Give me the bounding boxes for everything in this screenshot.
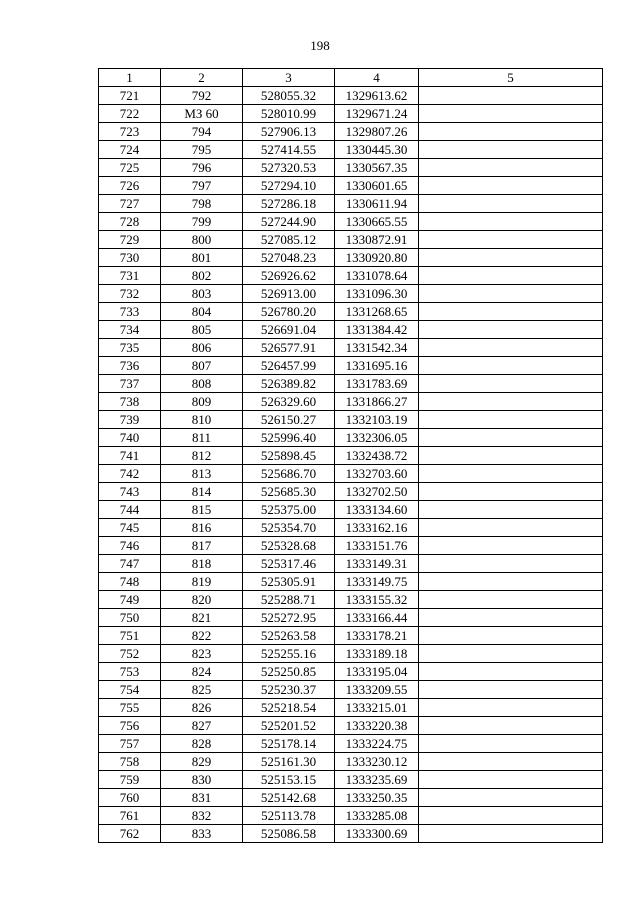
table-row xyxy=(99,825,603,843)
column-header: 2 xyxy=(161,69,243,87)
y-coordinate-cell: 1333195.04 xyxy=(335,663,419,681)
row-number-cell: 735 xyxy=(99,339,161,357)
table-row xyxy=(99,87,603,105)
x-coordinate-cell: 525153.15 xyxy=(243,771,335,789)
y-coordinate-cell: 1331268.65 xyxy=(335,303,419,321)
x-coordinate-cell: 525230.37 xyxy=(243,681,335,699)
x-coordinate-cell: 527048.23 xyxy=(243,249,335,267)
x-coordinate-cell: 525996.40 xyxy=(243,429,335,447)
table-row xyxy=(99,177,603,195)
note-cell xyxy=(419,645,603,663)
point-id-cell: 826 xyxy=(161,699,243,717)
column-header: 4 xyxy=(335,69,419,87)
y-coordinate-cell: 1333285.08 xyxy=(335,807,419,825)
point-id-cell: 818 xyxy=(161,555,243,573)
point-id-cell: 810 xyxy=(161,411,243,429)
table-row xyxy=(99,159,603,177)
table-row xyxy=(99,375,603,393)
note-cell xyxy=(419,123,603,141)
table-row xyxy=(99,573,603,591)
y-coordinate-cell: 1333155.32 xyxy=(335,591,419,609)
table-row xyxy=(99,537,603,555)
y-coordinate-cell: 1333149.75 xyxy=(335,573,419,591)
row-number-cell: 726 xyxy=(99,177,161,195)
table-row xyxy=(99,555,603,573)
x-coordinate-cell: 527414.55 xyxy=(243,141,335,159)
table-row xyxy=(99,483,603,501)
row-number-cell: 738 xyxy=(99,393,161,411)
point-id-cell: 827 xyxy=(161,717,243,735)
table-row xyxy=(99,681,603,699)
y-coordinate-cell: 1333224.75 xyxy=(335,735,419,753)
row-number-cell: 753 xyxy=(99,663,161,681)
point-id-cell: 832 xyxy=(161,807,243,825)
point-id-cell: 828 xyxy=(161,735,243,753)
note-cell xyxy=(419,555,603,573)
x-coordinate-cell: 525178.14 xyxy=(243,735,335,753)
y-coordinate-cell: 1331542.34 xyxy=(335,339,419,357)
table-row xyxy=(99,465,603,483)
table-row xyxy=(99,627,603,645)
note-cell xyxy=(419,591,603,609)
table-row xyxy=(99,807,603,825)
row-number-cell: 760 xyxy=(99,789,161,807)
table-row xyxy=(99,645,603,663)
x-coordinate-cell: 525288.71 xyxy=(243,591,335,609)
table-row xyxy=(99,267,603,285)
table-row xyxy=(99,321,603,339)
x-coordinate-cell: 525201.52 xyxy=(243,717,335,735)
point-id-cell: 817 xyxy=(161,537,243,555)
y-coordinate-cell: 1330601.65 xyxy=(335,177,419,195)
y-coordinate-cell: 1330665.55 xyxy=(335,213,419,231)
y-coordinate-cell: 1333235.69 xyxy=(335,771,419,789)
note-cell xyxy=(419,195,603,213)
row-number-cell: 749 xyxy=(99,591,161,609)
y-coordinate-cell: 1331078.64 xyxy=(335,267,419,285)
y-coordinate-cell: 1333209.55 xyxy=(335,681,419,699)
y-coordinate-cell: 1330567.35 xyxy=(335,159,419,177)
table-row xyxy=(99,789,603,807)
row-number-cell: 721 xyxy=(99,87,161,105)
table-row xyxy=(99,411,603,429)
x-coordinate-cell: 526150.27 xyxy=(243,411,335,429)
table-row xyxy=(99,285,603,303)
y-coordinate-cell: 1331384.42 xyxy=(335,321,419,339)
row-number-cell: 737 xyxy=(99,375,161,393)
note-cell xyxy=(419,699,603,717)
point-id-cell: 831 xyxy=(161,789,243,807)
table-row xyxy=(99,501,603,519)
x-coordinate-cell: 527286.18 xyxy=(243,195,335,213)
note-cell xyxy=(419,159,603,177)
row-number-cell: 743 xyxy=(99,483,161,501)
point-id-cell: 823 xyxy=(161,645,243,663)
note-cell xyxy=(419,375,603,393)
note-cell xyxy=(419,141,603,159)
x-coordinate-cell: 525161.30 xyxy=(243,753,335,771)
table-row xyxy=(99,753,603,771)
y-coordinate-cell: 1333151.76 xyxy=(335,537,419,555)
note-cell xyxy=(419,321,603,339)
row-number-cell: 730 xyxy=(99,249,161,267)
y-coordinate-cell: 1330611.94 xyxy=(335,195,419,213)
row-number-cell: 750 xyxy=(99,609,161,627)
row-number-cell: 736 xyxy=(99,357,161,375)
note-cell xyxy=(419,447,603,465)
table-row xyxy=(99,717,603,735)
x-coordinate-cell: 525142.68 xyxy=(243,789,335,807)
row-number-cell: 761 xyxy=(99,807,161,825)
row-number-cell: 746 xyxy=(99,537,161,555)
x-coordinate-cell: 527244.90 xyxy=(243,213,335,231)
y-coordinate-cell: 1333230.12 xyxy=(335,753,419,771)
point-id-cell: 802 xyxy=(161,267,243,285)
row-number-cell: 747 xyxy=(99,555,161,573)
table-row xyxy=(99,771,603,789)
y-coordinate-cell: 1332438.72 xyxy=(335,447,419,465)
table-row xyxy=(99,519,603,537)
row-number-cell: 740 xyxy=(99,429,161,447)
note-cell xyxy=(419,339,603,357)
table-row xyxy=(99,213,603,231)
page-number: 198 xyxy=(310,38,330,53)
note-cell xyxy=(419,807,603,825)
row-number-cell: 742 xyxy=(99,465,161,483)
x-coordinate-cell: 525328.68 xyxy=(243,537,335,555)
point-id-cell: 804 xyxy=(161,303,243,321)
x-coordinate-cell: 525317.46 xyxy=(243,555,335,573)
x-coordinate-cell: 526457.99 xyxy=(243,357,335,375)
table-row xyxy=(99,591,603,609)
point-id-cell: 803 xyxy=(161,285,243,303)
x-coordinate-cell: 528010.99 xyxy=(243,105,335,123)
note-cell xyxy=(419,663,603,681)
column-header: 5 xyxy=(419,69,603,87)
point-id-cell: 813 xyxy=(161,465,243,483)
point-id-cell: 816 xyxy=(161,519,243,537)
y-coordinate-cell: 1331783.69 xyxy=(335,375,419,393)
row-number-cell: 727 xyxy=(99,195,161,213)
y-coordinate-cell: 1333149.31 xyxy=(335,555,419,573)
row-number-cell: 741 xyxy=(99,447,161,465)
note-cell xyxy=(419,393,603,411)
point-id-cell: 806 xyxy=(161,339,243,357)
note-cell xyxy=(419,429,603,447)
point-id-cell: 811 xyxy=(161,429,243,447)
row-number-cell: 757 xyxy=(99,735,161,753)
row-number-cell: 732 xyxy=(99,285,161,303)
y-coordinate-cell: 1330445.30 xyxy=(335,141,419,159)
x-coordinate-cell: 526389.82 xyxy=(243,375,335,393)
note-cell xyxy=(419,735,603,753)
note-cell xyxy=(419,465,603,483)
row-number-cell: 748 xyxy=(99,573,161,591)
note-cell xyxy=(419,537,603,555)
x-coordinate-cell: 525113.78 xyxy=(243,807,335,825)
y-coordinate-cell: 1330872.91 xyxy=(335,231,419,249)
note-cell xyxy=(419,753,603,771)
x-coordinate-cell: 525086.58 xyxy=(243,825,335,843)
row-number-cell: 751 xyxy=(99,627,161,645)
row-number-cell: 724 xyxy=(99,141,161,159)
x-coordinate-cell: 526691.04 xyxy=(243,321,335,339)
note-cell xyxy=(419,771,603,789)
note-cell xyxy=(419,267,603,285)
point-id-cell: 801 xyxy=(161,249,243,267)
point-id-cell: 812 xyxy=(161,447,243,465)
x-coordinate-cell: 528055.32 xyxy=(243,87,335,105)
point-id-cell: 833 xyxy=(161,825,243,843)
table-row xyxy=(99,357,603,375)
point-id-cell: 792 xyxy=(161,87,243,105)
table-row xyxy=(99,303,603,321)
note-cell xyxy=(419,789,603,807)
table-row xyxy=(99,609,603,627)
point-id-cell: МЗ 60 xyxy=(161,105,243,123)
point-id-cell: 808 xyxy=(161,375,243,393)
row-number-cell: 759 xyxy=(99,771,161,789)
x-coordinate-cell: 525375.00 xyxy=(243,501,335,519)
y-coordinate-cell: 1330920.80 xyxy=(335,249,419,267)
note-cell xyxy=(419,825,603,843)
note-cell xyxy=(419,87,603,105)
point-id-cell: 830 xyxy=(161,771,243,789)
point-id-cell: 797 xyxy=(161,177,243,195)
table-row xyxy=(99,429,603,447)
x-coordinate-cell: 526926.62 xyxy=(243,267,335,285)
table-row xyxy=(99,249,603,267)
note-cell xyxy=(419,177,603,195)
table-row xyxy=(99,123,603,141)
x-coordinate-cell: 525686.70 xyxy=(243,465,335,483)
y-coordinate-cell: 1333300.69 xyxy=(335,825,419,843)
table-header-row xyxy=(99,69,603,87)
row-number-cell: 754 xyxy=(99,681,161,699)
point-id-cell: 814 xyxy=(161,483,243,501)
y-coordinate-cell: 1333250.35 xyxy=(335,789,419,807)
x-coordinate-cell: 525272.95 xyxy=(243,609,335,627)
point-id-cell: 825 xyxy=(161,681,243,699)
row-number-cell: 734 xyxy=(99,321,161,339)
point-id-cell: 795 xyxy=(161,141,243,159)
table-row xyxy=(99,105,603,123)
table-row xyxy=(99,231,603,249)
point-id-cell: 809 xyxy=(161,393,243,411)
x-coordinate-cell: 525305.91 xyxy=(243,573,335,591)
note-cell xyxy=(419,249,603,267)
point-id-cell: 807 xyxy=(161,357,243,375)
x-coordinate-cell: 525255.16 xyxy=(243,645,335,663)
table-row xyxy=(99,393,603,411)
x-coordinate-cell: 525898.45 xyxy=(243,447,335,465)
x-coordinate-cell: 526913.00 xyxy=(243,285,335,303)
x-coordinate-cell: 525354.70 xyxy=(243,519,335,537)
row-number-cell: 722 xyxy=(99,105,161,123)
y-coordinate-cell: 1332306.05 xyxy=(335,429,419,447)
note-cell xyxy=(419,573,603,591)
note-cell xyxy=(419,519,603,537)
row-number-cell: 756 xyxy=(99,717,161,735)
note-cell xyxy=(419,411,603,429)
row-number-cell: 744 xyxy=(99,501,161,519)
point-id-cell: 821 xyxy=(161,609,243,627)
coordinates-table xyxy=(98,68,603,843)
x-coordinate-cell: 527320.53 xyxy=(243,159,335,177)
table-row xyxy=(99,195,603,213)
note-cell xyxy=(419,285,603,303)
column-header: 3 xyxy=(243,69,335,87)
point-id-cell: 799 xyxy=(161,213,243,231)
row-number-cell: 733 xyxy=(99,303,161,321)
x-coordinate-cell: 525250.85 xyxy=(243,663,335,681)
note-cell xyxy=(419,501,603,519)
x-coordinate-cell: 526329.60 xyxy=(243,393,335,411)
note-cell xyxy=(419,483,603,501)
y-coordinate-cell: 1329671.24 xyxy=(335,105,419,123)
x-coordinate-cell: 525263.58 xyxy=(243,627,335,645)
x-coordinate-cell: 525685.30 xyxy=(243,483,335,501)
y-coordinate-cell: 1333220.38 xyxy=(335,717,419,735)
y-coordinate-cell: 1332103.19 xyxy=(335,411,419,429)
row-number-cell: 755 xyxy=(99,699,161,717)
table-row xyxy=(99,735,603,753)
note-cell xyxy=(419,105,603,123)
point-id-cell: 800 xyxy=(161,231,243,249)
point-id-cell: 819 xyxy=(161,573,243,591)
row-number-cell: 728 xyxy=(99,213,161,231)
note-cell xyxy=(419,627,603,645)
note-cell xyxy=(419,213,603,231)
point-id-cell: 829 xyxy=(161,753,243,771)
point-id-cell: 820 xyxy=(161,591,243,609)
y-coordinate-cell: 1331866.27 xyxy=(335,393,419,411)
point-id-cell: 796 xyxy=(161,159,243,177)
y-coordinate-cell: 1331695.16 xyxy=(335,357,419,375)
y-coordinate-cell: 1333134.60 xyxy=(335,501,419,519)
column-header: 1 xyxy=(99,69,161,87)
y-coordinate-cell: 1329807.26 xyxy=(335,123,419,141)
x-coordinate-cell: 527294.10 xyxy=(243,177,335,195)
y-coordinate-cell: 1332702.50 xyxy=(335,483,419,501)
y-coordinate-cell: 1333166.44 xyxy=(335,609,419,627)
x-coordinate-cell: 526780.20 xyxy=(243,303,335,321)
row-number-cell: 731 xyxy=(99,267,161,285)
row-number-cell: 762 xyxy=(99,825,161,843)
note-cell xyxy=(419,303,603,321)
table-row xyxy=(99,447,603,465)
y-coordinate-cell: 1333178.21 xyxy=(335,627,419,645)
y-coordinate-cell: 1333189.18 xyxy=(335,645,419,663)
point-id-cell: 815 xyxy=(161,501,243,519)
point-id-cell: 822 xyxy=(161,627,243,645)
table-row xyxy=(99,141,603,159)
row-number-cell: 725 xyxy=(99,159,161,177)
note-cell xyxy=(419,609,603,627)
table-row xyxy=(99,699,603,717)
row-number-cell: 739 xyxy=(99,411,161,429)
point-id-cell: 798 xyxy=(161,195,243,213)
row-number-cell: 752 xyxy=(99,645,161,663)
row-number-cell: 729 xyxy=(99,231,161,249)
row-number-cell: 723 xyxy=(99,123,161,141)
point-id-cell: 805 xyxy=(161,321,243,339)
y-coordinate-cell: 1331096.30 xyxy=(335,285,419,303)
row-number-cell: 758 xyxy=(99,753,161,771)
note-cell xyxy=(419,357,603,375)
x-coordinate-cell: 527906.13 xyxy=(243,123,335,141)
y-coordinate-cell: 1332703.60 xyxy=(335,465,419,483)
y-coordinate-cell: 1329613.62 xyxy=(335,87,419,105)
point-id-cell: 824 xyxy=(161,663,243,681)
x-coordinate-cell: 527085.12 xyxy=(243,231,335,249)
y-coordinate-cell: 1333162.16 xyxy=(335,519,419,537)
note-cell xyxy=(419,231,603,249)
table-row xyxy=(99,663,603,681)
table-body xyxy=(99,87,603,843)
row-number-cell: 745 xyxy=(99,519,161,537)
y-coordinate-cell: 1333215.01 xyxy=(335,699,419,717)
x-coordinate-cell: 526577.91 xyxy=(243,339,335,357)
table-row xyxy=(99,339,603,357)
point-id-cell: 794 xyxy=(161,123,243,141)
note-cell xyxy=(419,681,603,699)
note-cell xyxy=(419,717,603,735)
x-coordinate-cell: 525218.54 xyxy=(243,699,335,717)
